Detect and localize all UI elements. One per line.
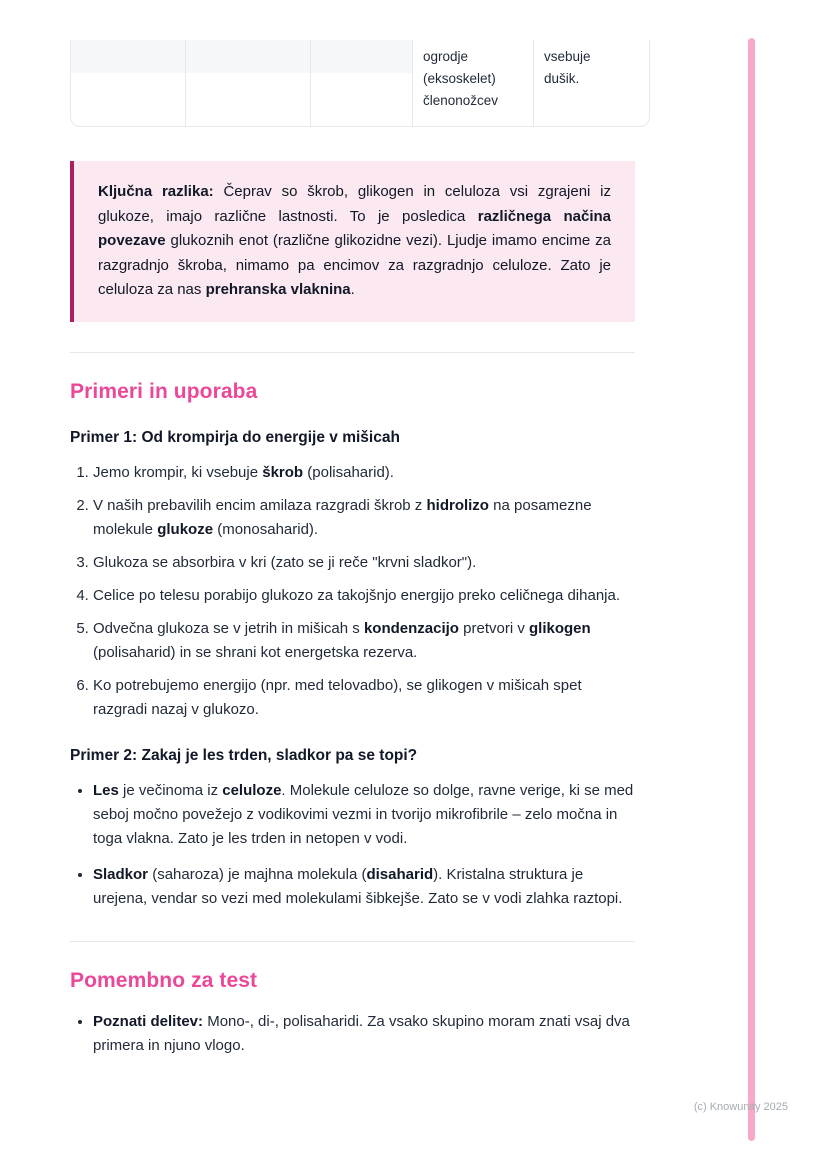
section-title-examples: Primeri in uporaba	[70, 379, 258, 403]
bullet-item: • Poznati delitev: Mono-, di-, polisaharidi. Za vsako skupino moram znati vsaj dva primera in njuno vlogo.	[93, 1010, 635, 1058]
ordered-list-item: 5. Odvečna glukoza se v jetrih in mišicah s kondenzacijo pretvori v glikogen (polisaharid) in se shrani kot energetska rezerva.	[93, 617, 635, 665]
copyright-note: (c) Knowunity 2025	[693, 1101, 788, 1113]
table-cell	[186, 40, 311, 126]
table-cell-line: (eksoskelet)	[423, 71, 496, 86]
table-cell-line: ogrodje	[423, 49, 469, 64]
ordered-list-item: 6. Ko potrebujemo energijo (npr. med telovadbo), se glikogen v mišicah spet razgradi nazaj v glukozo.	[93, 674, 635, 722]
callout-text: Ključna razlika: Čeprav so škrob, glikogen in celuloza vsi zgrajeni iz glukoze, imajo različne lastnosti. To je posledica različnega načina povezave glukoznih enot (različne glikozidne vezi). Ljudje imamo encime za razgradnjo škroba, nimamo pa encimov za razgradnjo celuloze. Zato je celuloza za nas prehranska vlaknina.	[98, 183, 611, 298]
table-cell	[71, 40, 186, 126]
test-list	[70, 1010, 635, 1058]
example-1-heading: Primer 1: Od krompirja do energije v mišicah	[70, 428, 400, 446]
table-cell-line: dušik.	[544, 71, 580, 86]
bullet-item: • Sladkor (saharoza) je majhna molekula (disaharid). Kristalna struktura je urejena, vendar so vezi med molekulami šibkejše. Zato se v vodi zlahka raztopi.	[93, 863, 635, 911]
example-1-list	[70, 461, 635, 722]
section-divider	[70, 941, 635, 942]
table-cell-line: vsebuje	[544, 49, 591, 64]
ordered-list-item: 2. V naših prebavilih encim amilaza razgradi škrob z hidrolizo na posamezne molekule glukoze (monosaharid).	[93, 494, 635, 542]
ordered-list-item: 3. Glukoza se absorbira v kri (zato se ji reče "krvni sladkor").	[93, 551, 635, 575]
section-divider	[70, 352, 635, 353]
section-title-test: Pomembno za test	[70, 968, 258, 992]
table-cell	[534, 40, 649, 126]
table-cell	[413, 40, 534, 126]
example-2-list	[70, 779, 635, 911]
page-content	[70, 40, 650, 1070]
table-fragment	[70, 40, 650, 127]
bookmark-ribbon	[748, 38, 755, 1141]
ordered-list-item: 1. Jemo krompir, ki vsebuje škrob (polisaharid).	[93, 461, 635, 485]
table-cell	[311, 40, 413, 126]
key-difference-callout	[70, 161, 635, 322]
table-cell-line: členonožcev	[423, 93, 499, 108]
example-2-heading: Primer 2: Zakaj je les trden, sladkor pa se topi?	[70, 746, 418, 764]
ordered-list-item: 4. Celice po telesu porabijo glukozo za takojšnjo energijo preko celičnega dihanja.	[93, 584, 635, 608]
bullet-item: • Les je večinoma iz celuloze. Molekule celuloze so dolge, ravne verige, ki se med seboj močno povežejo z vodikovimi vezmi in tvorijo mikrofibrile – zelo močna in toga vlakna. Zato je les trden in netopen v vodi.	[93, 779, 635, 851]
